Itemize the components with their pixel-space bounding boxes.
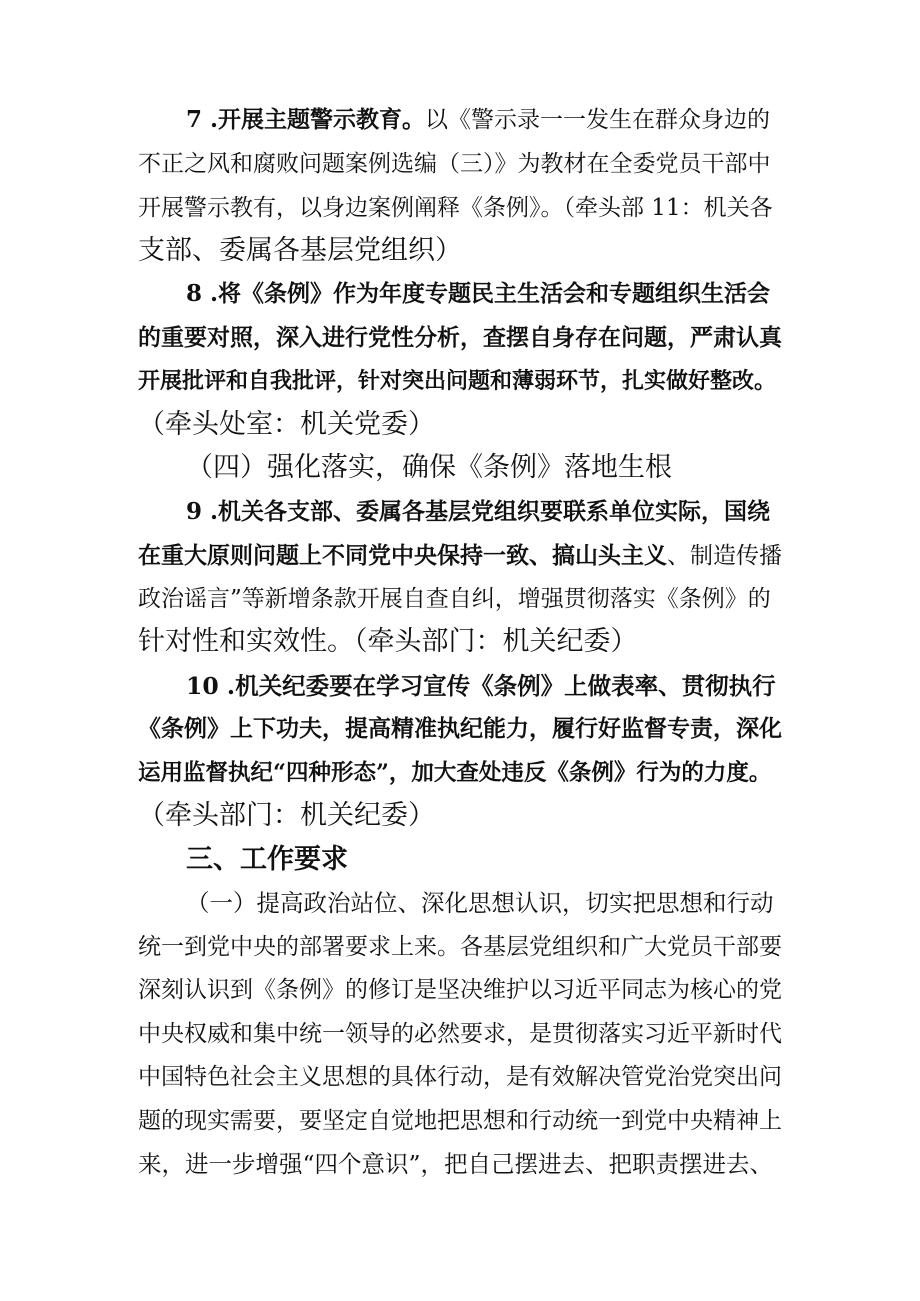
- item-8-line-1: [186, 274, 770, 314]
- text-segment: （牵头处室：机关党委）: [138, 409, 435, 440]
- text-segment: 开展批评和自我批评，针对突出问题和薄弱环节，扎实做好整改。: [138, 368, 777, 394]
- text-segment: （四）强化落实，确保《条例》落地生根: [186, 452, 672, 483]
- text-segment: 的重要对照，深入进行党性分析，查摆自身存在问题，严肃认真: [138, 324, 782, 351]
- text-segment: 不正之风和腐败问题案例选编（三）》为教材在全委党员干部中: [138, 151, 771, 177]
- text-segment: 来，进一步增强“四个意识”，把自己摆进去、把职责摆进去、: [138, 1150, 774, 1178]
- item-7-line-2: [138, 144, 771, 184]
- text-segment: 题的现实需要，要坚定自觉地把思想和行动统一到党中央精神上: [138, 1108, 782, 1134]
- item-9-line-2: [138, 536, 782, 576]
- text-segment: 8 .将《条例》作为年度专题民主生活会和专题组织生活会: [186, 280, 771, 307]
- req-1-line-4: [138, 1014, 782, 1054]
- item-8-line-2: [138, 318, 782, 358]
- item-10-line-1: [186, 666, 776, 706]
- req-1-line-6: [138, 1101, 782, 1141]
- text-segment: 7 .开展主题警示教育。: [186, 106, 426, 133]
- item-10-line-3: [138, 753, 771, 793]
- section-4-heading: [186, 448, 672, 488]
- item-8-line-3: [138, 361, 776, 401]
- text-segment: 三、工作要求: [186, 844, 348, 875]
- req-1-line-5: [138, 1057, 782, 1097]
- req-1-line-7: [138, 1144, 773, 1184]
- text-segment: 政治谣言”等新增条款开展自查自纠，增强贯彻落实《条例》的: [138, 586, 771, 612]
- item-9-line-3: [138, 579, 771, 619]
- text-segment: 支部、委属各基层党组织）: [138, 235, 462, 266]
- item-7-line-4: [138, 231, 462, 271]
- item-9-line-4: [138, 622, 638, 662]
- text-segment: 中央权威和集中统一领导的必然要求，是贯彻落实习近平新时代: [138, 1021, 782, 1047]
- req-1-line-2: [138, 927, 782, 967]
- text-segment: 在重大原则问题上不同党中央保持一致、搞山头主义: [138, 542, 667, 569]
- req-1-line-1: [186, 883, 774, 923]
- text-segment: 统一到党中央的部署要求上来。各基层党组织和广大党员干部要: [138, 934, 782, 960]
- text-segment: 中国特色社会主义思想的具体行动，是有效解决管党治党突出问: [138, 1064, 782, 1090]
- item-10-line-4: [138, 796, 435, 836]
- text-segment: 10 .机关纪委要在学习宣传《条例》上做表率、贯彻执行: [186, 672, 776, 700]
- text-segment: 9 .机关各支部、委属各基层党组织要联系单位实际，国绕: [186, 498, 771, 525]
- text-segment: 开展警示教有，以身边案例阐释《条例》。（牵头部 11：机关各: [138, 195, 773, 221]
- item-8-line-4: [138, 405, 435, 445]
- text-segment: （牵头部门：机关纪委）: [138, 800, 435, 831]
- text-segment: 以《警示录一一发生在群众身边的: [425, 107, 771, 133]
- item-7-line-3: [138, 188, 773, 228]
- item-9-line-1: [186, 492, 770, 532]
- text-segment: 针对性和实效性。（牵头部门：机关纪委）: [138, 626, 638, 657]
- item-10-line-2: [138, 709, 782, 749]
- text-segment: （一）提高政治站位、深化思想认识，切实把思想和行动: [186, 889, 774, 917]
- section-3-heading: [186, 840, 348, 880]
- text-segment: 运用监督执纪“四种形态”，加大查处违反《条例》行为的力度。: [138, 760, 772, 786]
- req-1-line-3: [138, 970, 782, 1010]
- item-7-line-1: [186, 100, 770, 140]
- text-segment: 、制造传播: [667, 543, 782, 569]
- text-segment: 《条例》上下功夫，提高精准执纪能力，履行好监督专责，深化: [138, 715, 782, 742]
- text-segment: 深刻认识到《条例》的修订是坚决维护以习近平同志为核心的党: [138, 977, 782, 1003]
